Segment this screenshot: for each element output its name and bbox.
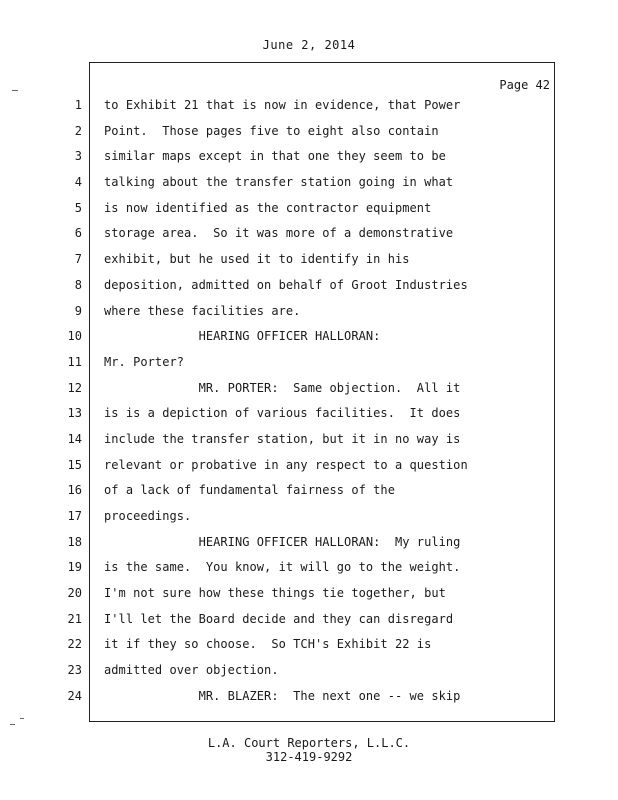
line-number: 18 [67, 534, 82, 549]
line-number: 20 [67, 586, 82, 601]
transcript-line: Mr. Porter? [104, 354, 185, 369]
transcript-line: exhibit, but he used it to identify in his [104, 252, 410, 267]
footer-company: L.A. Court Reporters, L.L.C. [207, 736, 411, 750]
line-number: 11 [67, 354, 82, 369]
transcript-line: HEARING OFFICER HALLORAN: My ruling [104, 534, 461, 549]
transcript-line: include the transfer station, but it in no way is [104, 431, 461, 446]
footer-phone: 312-419-9292 [265, 750, 353, 764]
footer [0, 736, 618, 764]
line-number: 5 [74, 200, 82, 215]
line-number-column [60, 96, 82, 713]
transcript-line: Point. Those pages five to eight also contain [104, 123, 439, 138]
transcript-line: relevant or probative in any respect to a question [104, 457, 468, 472]
line-number: 24 [67, 688, 82, 703]
line-number: 9 [74, 303, 82, 318]
transcript-text-column [104, 96, 550, 713]
scan-artifact [20, 718, 24, 719]
line-number: 1 [74, 98, 82, 112]
line-number: 4 [74, 175, 82, 190]
line-number: 23 [67, 663, 82, 678]
scan-artifact [10, 724, 15, 725]
scan-artifact [12, 90, 18, 91]
line-number: 3 [74, 149, 82, 164]
line-number: 8 [74, 277, 82, 292]
transcript-line: HEARING OFFICER HALLORAN: [104, 329, 381, 344]
transcript-line: it if they so choose. So TCH's Exhibit 22 is [104, 637, 432, 652]
transcript-line: deposition, admitted on behalf of Groot Industries [104, 277, 468, 292]
transcript-line: is is a depiction of various facilities. It does [104, 406, 461, 421]
page-number: Page 42 [499, 78, 550, 92]
line-number: 19 [67, 560, 82, 575]
transcript-line: where these facilities are. [104, 303, 301, 318]
line-number: 16 [67, 483, 82, 498]
line-number: 12 [67, 380, 82, 395]
line-number: 17 [67, 509, 82, 523]
line-number: 6 [74, 226, 82, 241]
line-number: 2 [74, 123, 82, 138]
line-number: 13 [67, 406, 82, 421]
transcript-line: is now identified as the contractor equipment [104, 200, 432, 215]
transcript-line: storage area. So it was more of a demonstrative [104, 226, 454, 241]
line-number: 7 [74, 252, 82, 267]
transcript-line: admitted over objection. [104, 663, 279, 678]
transcript-line: similar maps except in that one they seem to be [104, 149, 446, 164]
transcript-line: of a lack of fundamental fairness of the [104, 483, 395, 498]
line-number: 10 [67, 329, 82, 344]
line-number: 14 [67, 431, 82, 446]
transcript-line: I'll let the Board decide and they can disregard [104, 611, 454, 626]
transcript-line: to Exhibit 21 that is now in evidence, that Power [104, 98, 461, 112]
transcript-line: proceedings. [104, 509, 192, 523]
line-number: 21 [67, 611, 82, 626]
transcript-line: talking about the transfer station going in what [104, 175, 454, 190]
line-number: 15 [67, 457, 82, 472]
transcript-line: I'm not sure how these things tie together, but [104, 586, 446, 601]
transcript-line: MR. PORTER: Same objection. All it [104, 380, 461, 395]
transcript-line: MR. BLAZER: The next one -- we skip [104, 688, 461, 703]
transcript-line: is the same. You know, it will go to the weight. [104, 560, 461, 575]
header-date: June 2, 2014 [262, 38, 356, 52]
line-number: 22 [67, 637, 82, 652]
